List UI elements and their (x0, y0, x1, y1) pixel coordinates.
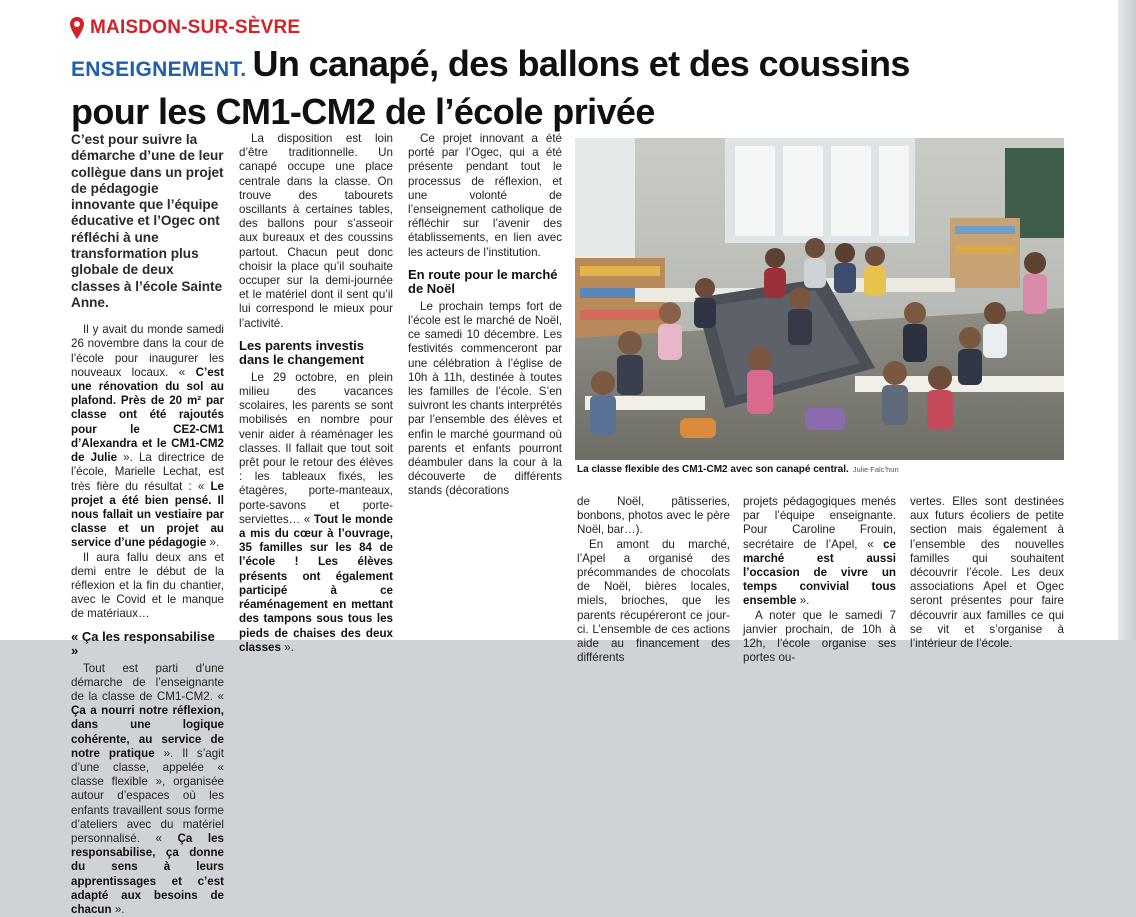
headline-line-2: pour les CM1-CM2 de l’école privée (71, 91, 655, 132)
paragraph: projets pédagogiques menés par l’équipe enseignante. Pour Caroline Frouin, secrétaire de l’Apel, « ce marché est aussi l’occasion de vivre un temps convivial tous ensemble ». (743, 495, 896, 608)
location-label (70, 14, 300, 42)
page-edge (1118, 0, 1136, 640)
class-photo (575, 138, 1064, 460)
paragraph: Le 29 octobre, en plein milieu des vacances scolaires, les parents se sont mobilisés en nombre pour venir aider à réaménager les classes. Il fallait que tout soit prêt pour le retour des élèves : les tableaux fixés, les étagères, porte-manteaux, porte-savons et porte-serviettes… « Tout le monde a mis du cœur à l’ouvrage, 35 familles sur les 84 de l’école ! Les élèves présents ont également participé à ce réaménagement en mettant des tampons sous tous les pieds de chaises des deux classes ». (239, 370, 393, 654)
article-column-4 (577, 495, 730, 665)
headline (71, 44, 1091, 132)
paragraph: Tout est parti d’une démarche de l’enseignante de la classe de CM1-CM2. « Ça a nourri notre réflexion, dans une logique cohérente, au service de notre pratique ». Il s’agit d’une classe, appelée « classe flexible », organisée autour d’espaces où les enfants travaillent sous forme d’ateliers avec du matériel personnalisé. « Ça les responsabilise, ça donne du sens à leurs apprentissages et c’est adapté aux besoins de chacun ». (71, 661, 224, 916)
paragraph: de Noël, pâtisseries, bonbons, photos avec le père Noël, bar…). (577, 495, 730, 537)
article-lead: C’est pour suivre la démarche d’une de leur collègue dans un projet de pédagogie innovante que l’équipe éducative et l’Ogec ont réfléchi à une transformation plus globale de deux classes à l’école Sainte Anne. (71, 132, 224, 310)
headline-line-1: Un canapé, des ballons et des coussins (252, 43, 910, 84)
article-column-6 (910, 495, 1064, 651)
caption-text: La classe flexible des CM1-CM2 avec son canapé central. (577, 464, 849, 475)
subheading-responsabilise: « Ça les responsabilise » (71, 628, 215, 658)
location-name: MAISDON-SUR-SÈVRE (90, 17, 301, 38)
classroom-photo-illustration (575, 138, 1064, 460)
article-column-5 (743, 495, 896, 665)
subheading-parents: Les parents investis dans le changement (239, 337, 364, 367)
article-column-2 (239, 132, 393, 655)
paragraph: A noter que le samedi 7 janvier prochain, de 10h à 12h, l’école organise ses portes ou- (743, 608, 896, 665)
paragraph: vertes. Elles sont destinées aux futurs écoliers de petite section mais également à l’ensemble des nouvelles familles qui souhaitent découvrir l’école. Les deux associations Apel et Ogec seront présentes pour faire découvrir aux familles ce qui se vit et s’organise à l’intérieur de l’école. (910, 495, 1064, 651)
paragraph: La disposition est loin d’être traditionnelle. Un canapé occupe une place centrale dans la classe. On trouve des tabourets oscillants à certaines tables, des ballons pour s’asseoir aux bureaux et des coussins partout. Chacun peut donc choisir la place qu’il souhaite occuper sur la demi-journée et le matériel dont il sent qu’il lui correspond le mieux pour l’activité. (239, 132, 393, 330)
headline-kicker: ENSEIGNEMENT. (71, 58, 247, 81)
paragraph: Ce projet innovant a été porté par l’Ogec, qui a été présente pendant tout le processus de réflexion, et une volonté de l’enseignement catholique de réfléchir sur l’avenir des établissements, en lien avec les acteurs de l’institution. (408, 132, 562, 259)
subheading-marche-noel: En route pour le marché de Noël (408, 266, 558, 296)
paragraph: Le prochain temps fort de l’école est le marché de Noël, ce samedi 10 décembre. Les festivités commenceront par une célébration à l’église de 10h à 11h, destinée à toutes les familles de l’école. S’en suivront les chants interprétés par l’ensemble des élèves et enfin le marché gourmand où parents et enfants pourront déambuler dans la cour à la découverte de différents stands (décorations (408, 299, 563, 498)
article-column-3 (408, 132, 562, 499)
paragraph: En amont du marché, l’Apel a organisé des précommandes de chocolats de Noël, bières locales, miels, brioches, que les parents récupéreront ce jour-ci. L’ensemble de ces actions aide au financement des différents (577, 537, 730, 665)
paragraph: Il y avait du monde samedi 26 novembre dans la cour de l’école pour inaugurer les nouveaux locaux. « C’est une rénovation du sol au plafond. Près de 20 m² par classe ont été rajoutés pour le CE2-CM1 d’Alexandra et le CM1-CM2 de Julie ». La directrice de l’école, Marielle Lechat, est très fière du résultat : « Le projet a été bien pensé. Il nous fallait un vestiaire par classe et un projet au service d’une pédagogie ». (71, 323, 224, 550)
map-pin-icon (70, 17, 84, 39)
photo-caption (577, 464, 1063, 475)
article-column-1 (71, 132, 224, 917)
paragraph: Il aura fallu deux ans et demi entre le début de la réflexion et la fin du chantier, avec le Covid et le manque de matériaux… (71, 550, 224, 621)
photo-credit: Julie Falc’hun (852, 465, 899, 474)
